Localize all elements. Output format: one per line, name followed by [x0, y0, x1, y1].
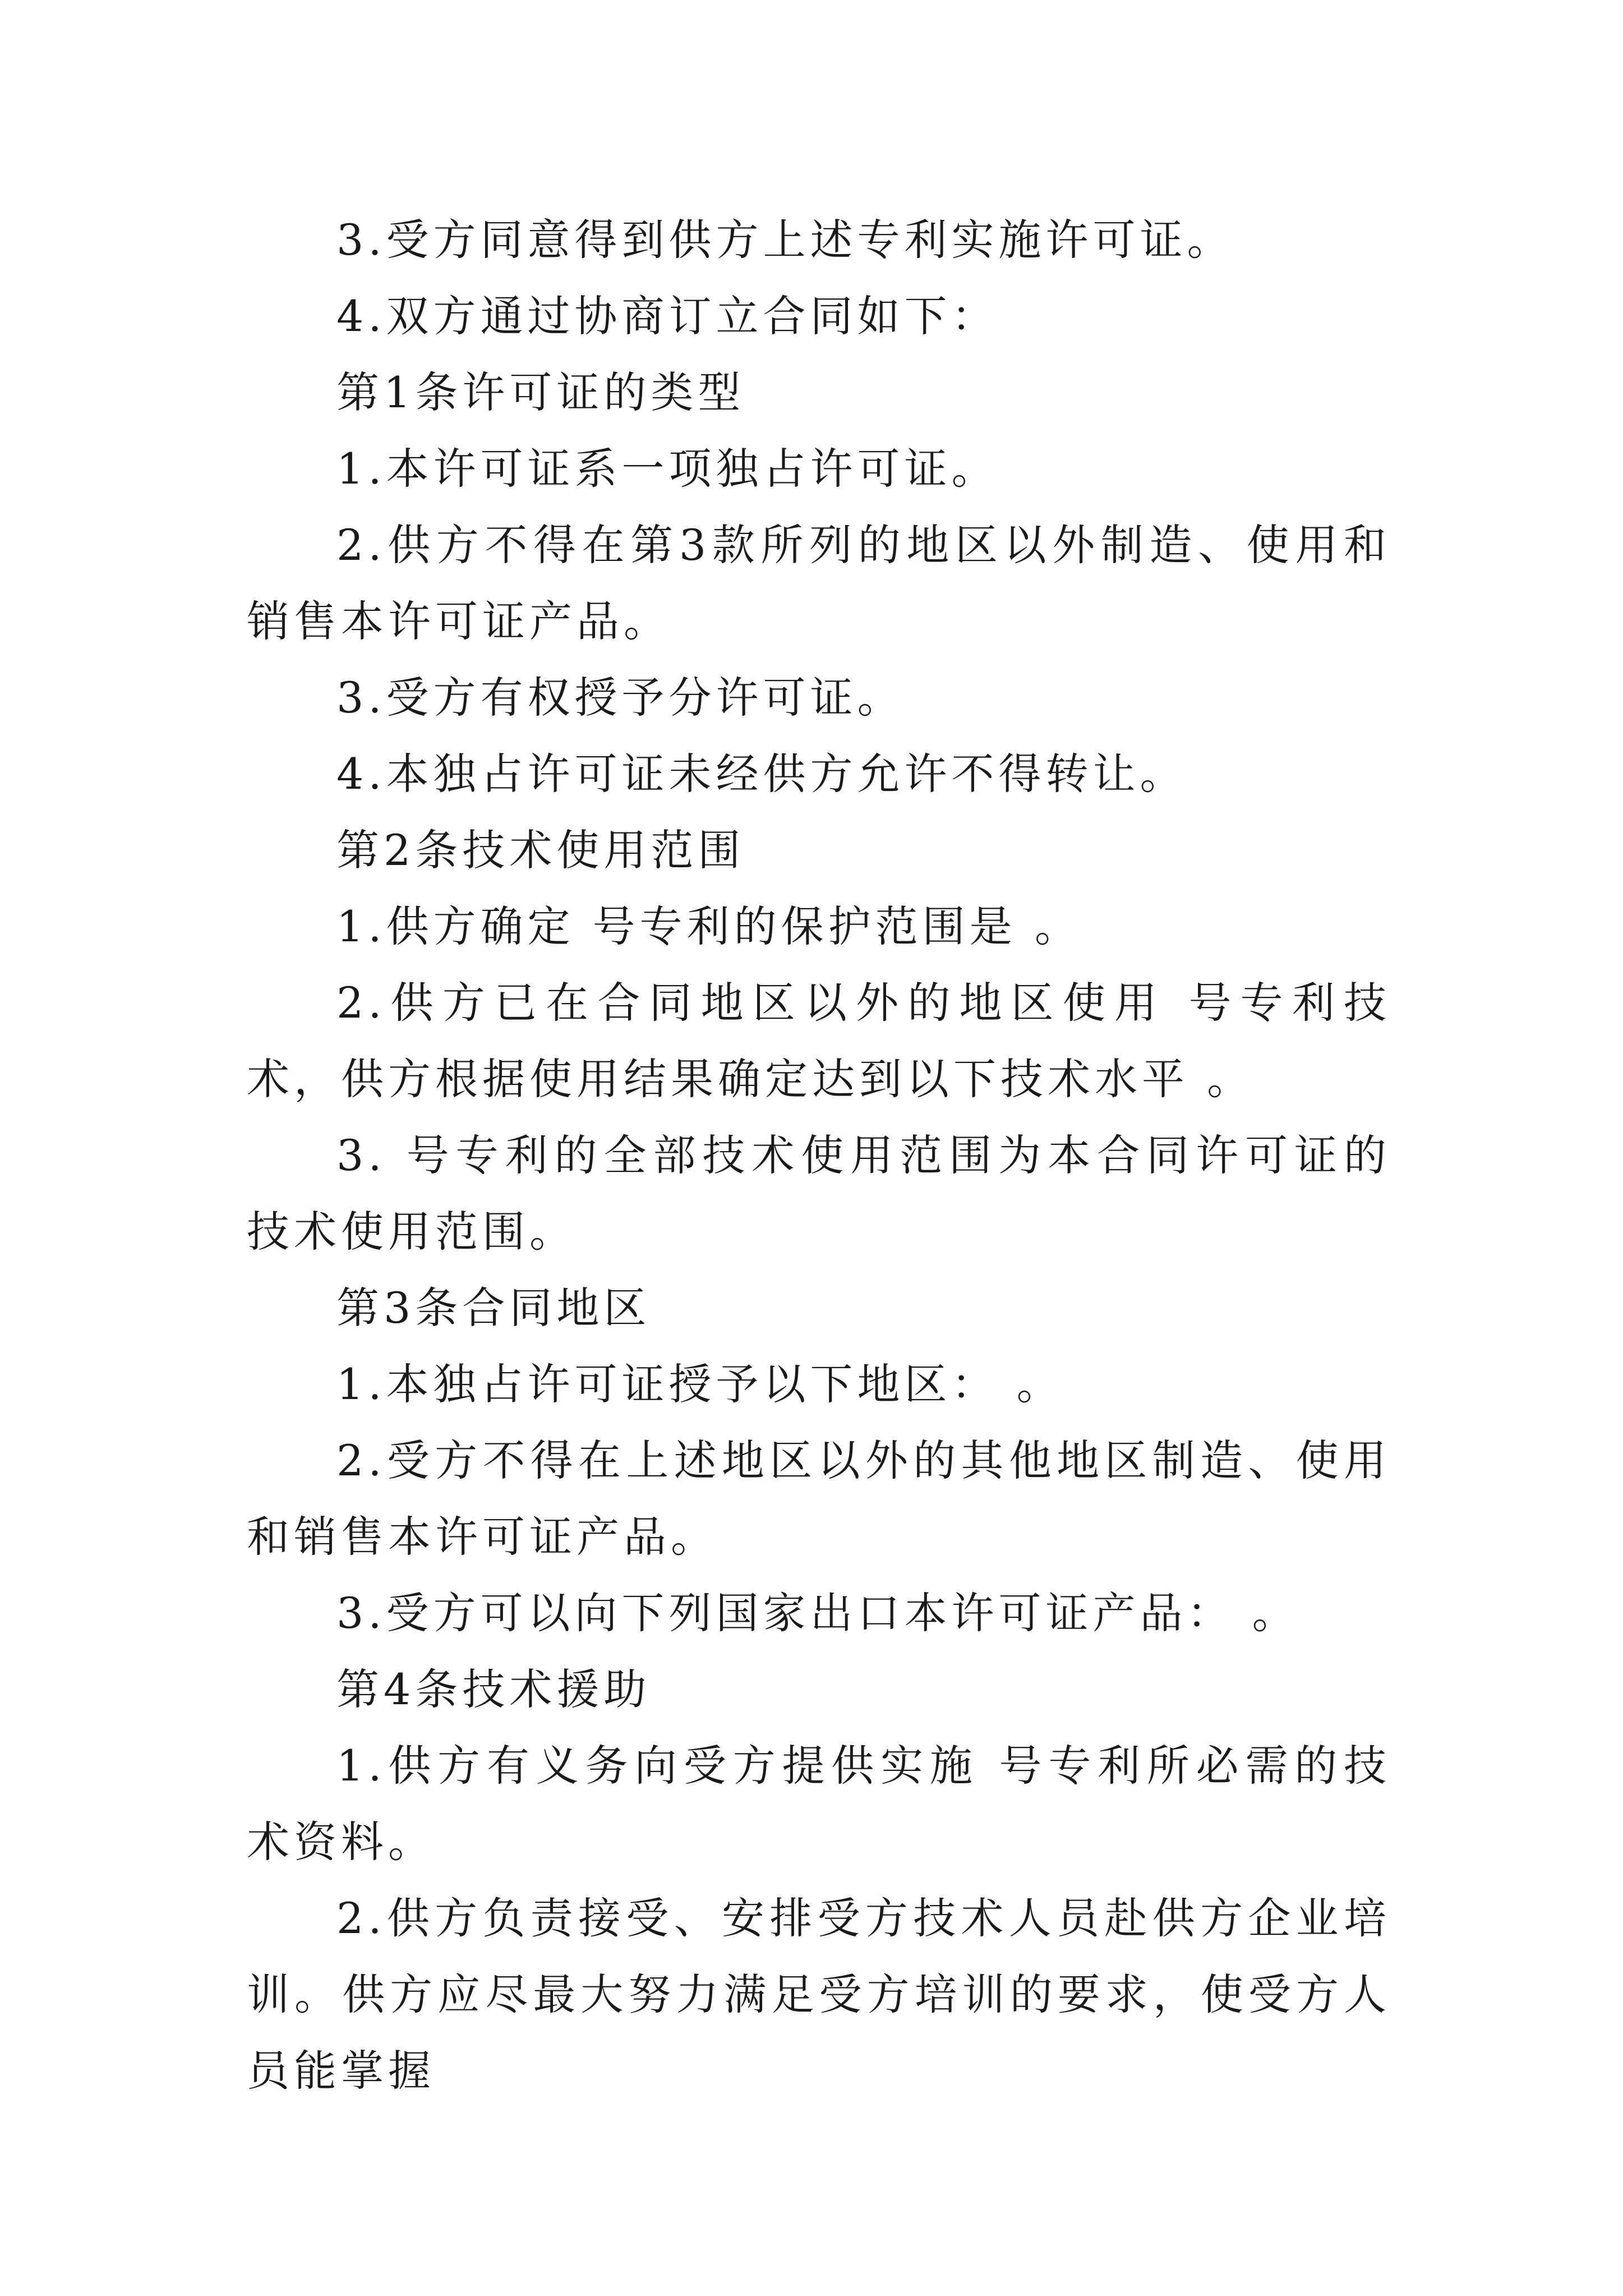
paragraph: 1.本许可证系一项独占许可证。 — [336, 444, 999, 494]
paragraph: 4.双方通过协商订立合同如下： — [336, 291, 999, 341]
paragraph: 1.本独占许可证授予以下地区： 。 — [336, 1359, 1064, 1409]
paragraph: 3.受方有权授予分许可证。 — [336, 673, 905, 723]
paragraph: 1.供方确定 号专利的保护范围是 。 — [336, 901, 1082, 951]
paragraph: 2.供方已在合同地区以外的地区使用 号专利技术，供方根据使用结果确定达到以下技术水平 。 — [247, 978, 1391, 1104]
paragraph: 4.本独占许可证未经供方允许不得转让。 — [336, 749, 1187, 799]
paragraph: 3.受方同意得到供方上述专利实施许可证。 — [336, 215, 1234, 265]
paragraph: 2.供方负责接受、安排受方技术人员赴供方企业培训。供方应尽最大努力满足受方培训的要求，使受方人员能掌握 — [247, 1893, 1391, 2096]
section-heading: 第1条许可证的类型 — [336, 367, 745, 417]
document-body — [247, 202, 1391, 2109]
paragraph: 3. 号专利的全部技术使用范围为本合同许可证的技术使用范围。 — [247, 1130, 1391, 1257]
section-heading: 第2条技术使用范围 — [336, 825, 745, 875]
paragraph: 3.受方可以向下列国家出口本许可证产品： 。 — [336, 1588, 1299, 1638]
section-heading: 第3条合同地区 — [336, 1283, 651, 1333]
paragraph: 1.供方有义务向受方提供实施 号专利所必需的技术资料。 — [247, 1741, 1391, 1867]
paragraph: 2.供方不得在第3款所列的地区以外制造、使用和销售本许可证产品。 — [247, 520, 1391, 646]
section-heading: 第4条技术援助 — [336, 1664, 651, 1714]
paragraph: 2.受方不得在上述地区以外的其他地区制造、使用和销售本许可证产品。 — [247, 1435, 1391, 1562]
